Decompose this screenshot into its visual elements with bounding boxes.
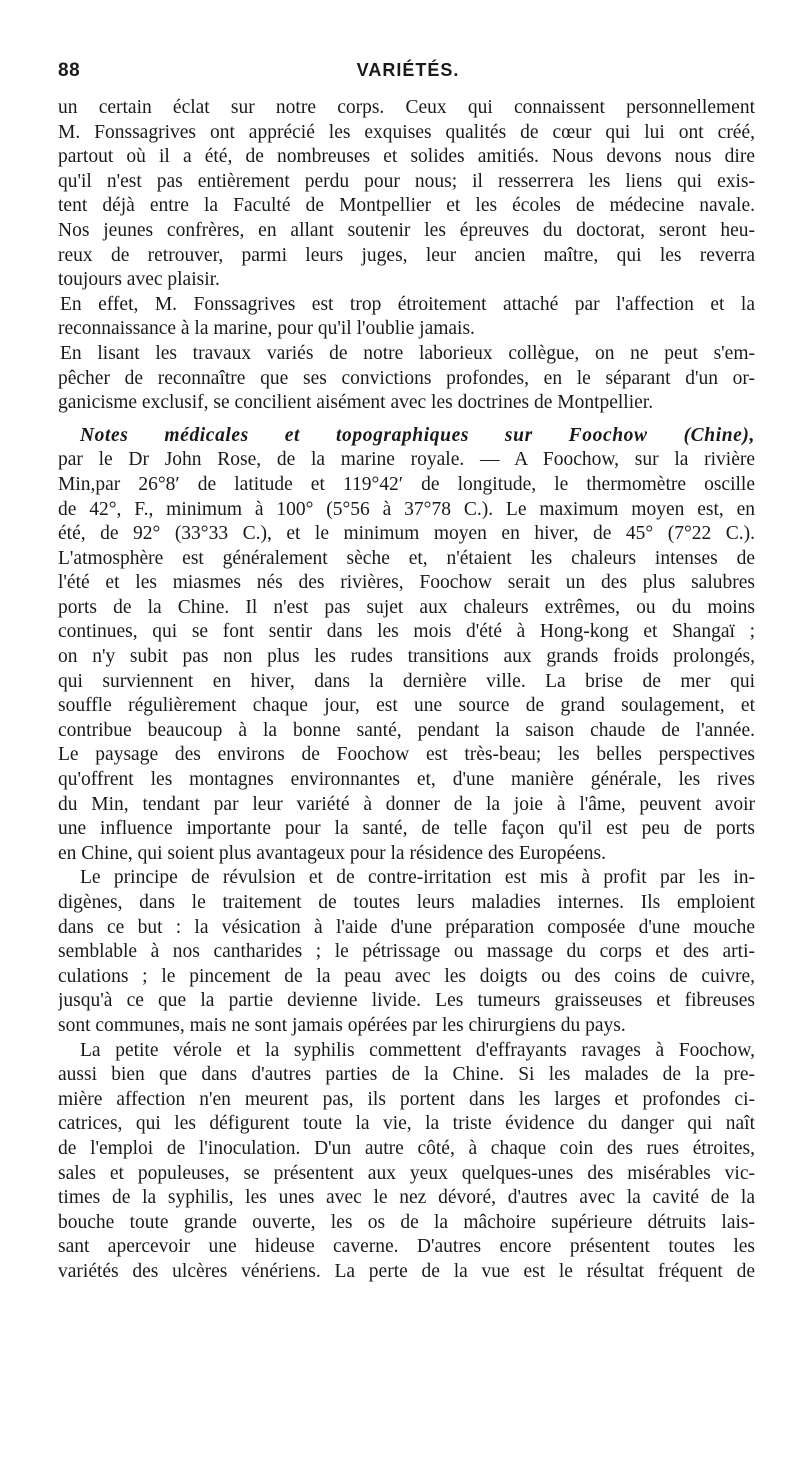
text-line: qu'il n'est pas entièrement perdu pour nous; il resserrera les liens qui exis-	[58, 170, 755, 192]
text-line: dans ce but : la vésication à l'aide d'une préparation composée d'une mouche	[58, 916, 755, 938]
text-line: sales et populeuses, se présentent aux yeux quelques-unes des misérables vic-	[58, 1162, 755, 1184]
running-head	[58, 60, 758, 90]
running-title: VARIÉTÉS.	[356, 60, 460, 80]
text-line: un certain éclat sur notre corps. Ceux qui connaissent personnellement	[58, 97, 755, 118]
text-line: catrices, qui les défigurent toute la vie, la triste évidence du danger qui naît	[58, 1113, 755, 1135]
text-line: pêcher de reconnaître que ses convictions profondes, en le séparant d'un or-	[58, 367, 755, 389]
text-line: été, de 92° (33°33 C.), et le minimum moyen en hiver, de 45° (7°22 C.).	[58, 523, 755, 545]
text-line: culations ; le pincement de la peau avec les doigts ou des coins de cuivre,	[58, 965, 755, 987]
text-line: sont communes, mais ne sont jamais opérées par les chirurgiens du pays.	[58, 1014, 626, 1036]
text-line: de 42°, F., minimum à 100° (5°56 à 37°78 C.). Le maximum moyen est, en	[58, 498, 755, 520]
text-line: En lisant les travaux variés de notre laborieux collègue, on ne peut s'em-	[60, 342, 755, 364]
text-line: par le Dr John Rose, de la marine royale. — A Foochow, sur la rivière	[58, 449, 755, 471]
text-line: En effet, M. Fonssagrives est trop étroitement attaché par l'affection et la	[60, 293, 755, 315]
text-line: times de la syphilis, les unes avec le nez dévoré, d'autres avec la cavité de la	[58, 1187, 755, 1209]
text-line: jusqu'à ce que la partie devienne livide. Les tumeurs graisseuses et fibreuses	[58, 990, 755, 1012]
text-line: on n'y subit pas non plus les rudes transitions aux grands froids prolongés,	[58, 646, 755, 668]
text-line: reux de retrouver, parmi leurs juges, leur ancien maître, qui les reverra	[58, 244, 755, 266]
text-line: partout où il a été, de nombreuses et solides amitiés. Nous devons nous dire	[58, 146, 755, 168]
section-foochow	[58, 424, 755, 1285]
text-line: variétés des ulcères vénériens. La perte de la vue est le résultat fréquent de	[58, 1260, 755, 1282]
text-line: La petite vérole et la syphilis commettent d'effrayants ravages à Foochow,	[80, 1039, 755, 1061]
text-line: souffle régulièrement chaque jour, est une source de grand soulagement, et	[58, 695, 755, 717]
text-line: Min,par 26°8′ de latitude et 119°42′ de longitude, le thermomètre oscille	[58, 473, 755, 495]
text-line: l'été et les miasmes nés des rivières, Foochow serait un des plus salubres	[58, 572, 755, 594]
text-line: continues, qui se font sentir dans les mois d'été à Hong-kong et Shangaï ;	[58, 621, 755, 643]
page-number: 88	[58, 60, 81, 81]
text-line: une influence importante pour la santé, de telle façon qu'il est peu de ports	[58, 818, 755, 840]
text-line: bouche toute grande ouverte, les os de la mâchoire supérieure détruits lais-	[58, 1211, 755, 1233]
text-line: en Chine, qui soient plus avantageux pour la résidence des Européens.	[58, 842, 607, 864]
section-gap	[58, 416, 755, 424]
text-line: mière affection n'en meurent pas, ils portent dans les larges et profondes ci-	[58, 1088, 755, 1110]
text-line: sant apercevoir une hideuse caverne. D'autres encore présentent toutes les	[58, 1236, 755, 1258]
text-line: du Min, tendant par leur variété à donner de la joie à l'âme, peuvent avoir	[58, 793, 755, 815]
text-line: qu'offrent les montagnes environnantes et, d'une manière générale, les rives	[58, 769, 755, 791]
text-line: aussi bien que dans d'autres parties de la Chine. Si les malades de la pre-	[58, 1064, 755, 1086]
text-line: semblable à nos cantharides ; le pétrissage ou massage du corps et des arti-	[58, 941, 755, 963]
text-line: M. Fonssagrives ont apprécié les exquises qualités de cœur qui lui ont créé,	[58, 121, 755, 143]
text-line: contribue beaucoup à la bonne santé, pendant la saison chaude de l'année.	[58, 719, 755, 741]
body-text	[58, 96, 755, 1285]
text-line: Le paysage des environs de Foochow est très-beau; les belles perspectives	[58, 744, 755, 766]
text-line: Nos jeunes confrères, en allant soutenir les épreuves du doctorat, seront heu-	[58, 219, 755, 241]
text-line: de l'emploi de l'inoculation. D'un autre côté, à chaque coin des rues étroites,	[58, 1137, 755, 1159]
text-line: reconnaissance à la marine, pour qu'il l'oublie jamais.	[58, 318, 475, 340]
text-line: ganicisme exclusif, se concilient aisément avec les doctrines de Montpellier.	[58, 392, 654, 414]
paragraph-fonssagrives	[58, 96, 755, 416]
text-line: digènes, dans le traitement de toutes leurs maladies internes. Ils emploient	[58, 892, 755, 913]
text-line: L'atmosphère est généralement sèche et, n'étaient les chaleurs intenses de	[58, 547, 755, 569]
section-heading: Notes médicales et topographiques sur Foochow (Chine),	[80, 424, 755, 446]
text-line: Le principe de révulsion et de contre-irritation est mis à profit par les in-	[80, 867, 755, 889]
text-line: tent déjà entre la Faculté de Montpellier et les écoles de médecine navale.	[58, 195, 755, 217]
text-line: ports de la Chine. Il n'est pas sujet aux chaleurs extrêmes, ou du moins	[58, 596, 755, 618]
text-line: toujours avec plaisir.	[58, 269, 220, 291]
text-line: qui surviennent en hiver, dans la dernière ville. La brise de mer qui	[58, 670, 755, 692]
